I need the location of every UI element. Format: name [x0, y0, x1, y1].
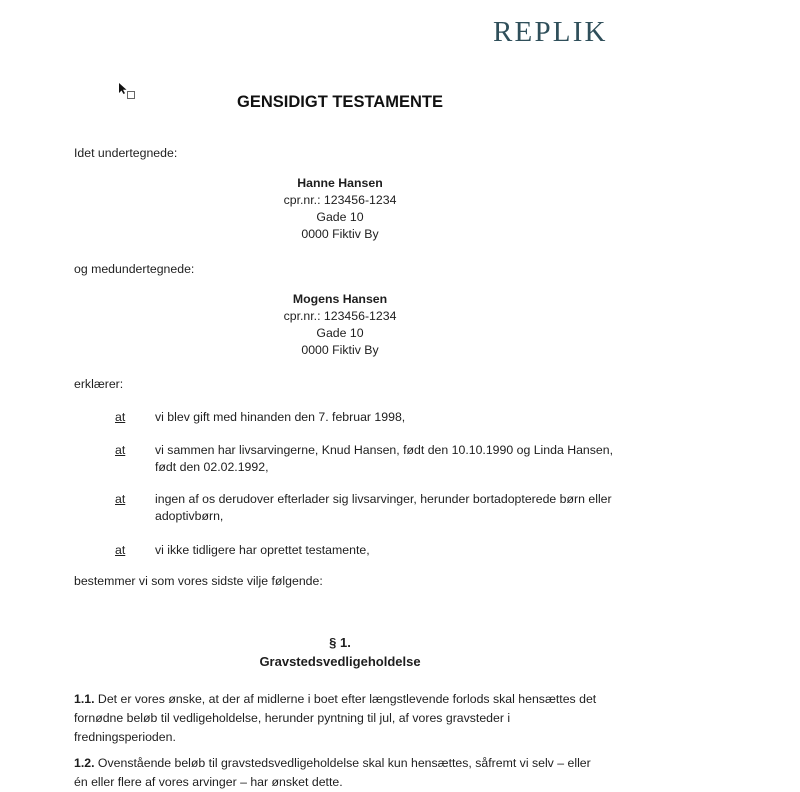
person-1-block — [220, 175, 460, 243]
intro-co-undersigned: og medundertegnede: — [74, 262, 195, 276]
determine-statement: bestemmer vi som vores sidste vilje følgende: — [74, 574, 323, 588]
person-2-block — [220, 291, 460, 359]
person-1-name: Hanne Hansen — [297, 176, 383, 190]
intro-undersigned: Idet undertegnede: — [74, 146, 178, 160]
section-1-number: § 1. — [329, 635, 351, 650]
declares-label: erklærer: — [74, 377, 124, 391]
clause-marker: at — [115, 543, 126, 557]
person-2-city: 0000 Fiktiv By — [301, 343, 379, 357]
clause-text: ingen af os derudover efterlader sig livsarvinger, herunder bortadopterede børn eller adoptivbørn, — [155, 492, 612, 523]
paragraph-text: Det er vores ønske, at der af midlerne i boet efter længstlevende forlods skal hensættes det fornødne beløb til vedligeholdelse, herunder pyntning til jul, af vores gravsteder i fredningsperioden. — [74, 692, 597, 744]
person-2-name: Mogens Hansen — [292, 292, 388, 306]
section-1-heading: Gravstedsvedligeholdelse — [259, 654, 421, 669]
person-1-cpr: cpr.nr.: 123456-1234 — [283, 193, 397, 207]
person-2-street: Gade 10 — [316, 326, 364, 340]
clause-text: vi blev gift med hinanden den 7. februar 1998, — [155, 410, 406, 424]
clause-marker: at — [115, 410, 126, 424]
paragraph-number: 1.2. — [74, 756, 95, 770]
clause-text: vi ikke tidligere har oprettet testamente, — [155, 543, 370, 557]
paragraph-1-2 — [74, 754, 604, 792]
document-title: GENSIDIGT TESTAMENTE — [237, 93, 443, 111]
clause-marker: at — [115, 443, 126, 457]
paragraph-text: Ovenstående beløb til gravstedsvedligeholdelse skal kun hensættes, såfremt vi selv – eller én eller flere af vores arvinger – har ønsket dette. — [74, 756, 591, 789]
clause-marker: at — [115, 492, 126, 506]
person-1-city: 0000 Fiktiv By — [301, 227, 379, 241]
paragraph-1-1 — [74, 690, 604, 747]
clause-text: vi sammen har livsarvingerne, Knud Hansen, født den 10.10.1990 og Linda Hansen, født den 02.02.1992, — [155, 443, 613, 474]
replik-logo: REPLIK — [493, 16, 608, 48]
paragraph-number: 1.1. — [74, 692, 95, 706]
person-2-cpr: cpr.nr.: 123456-1234 — [283, 309, 397, 323]
person-1-street: Gade 10 — [316, 210, 364, 224]
